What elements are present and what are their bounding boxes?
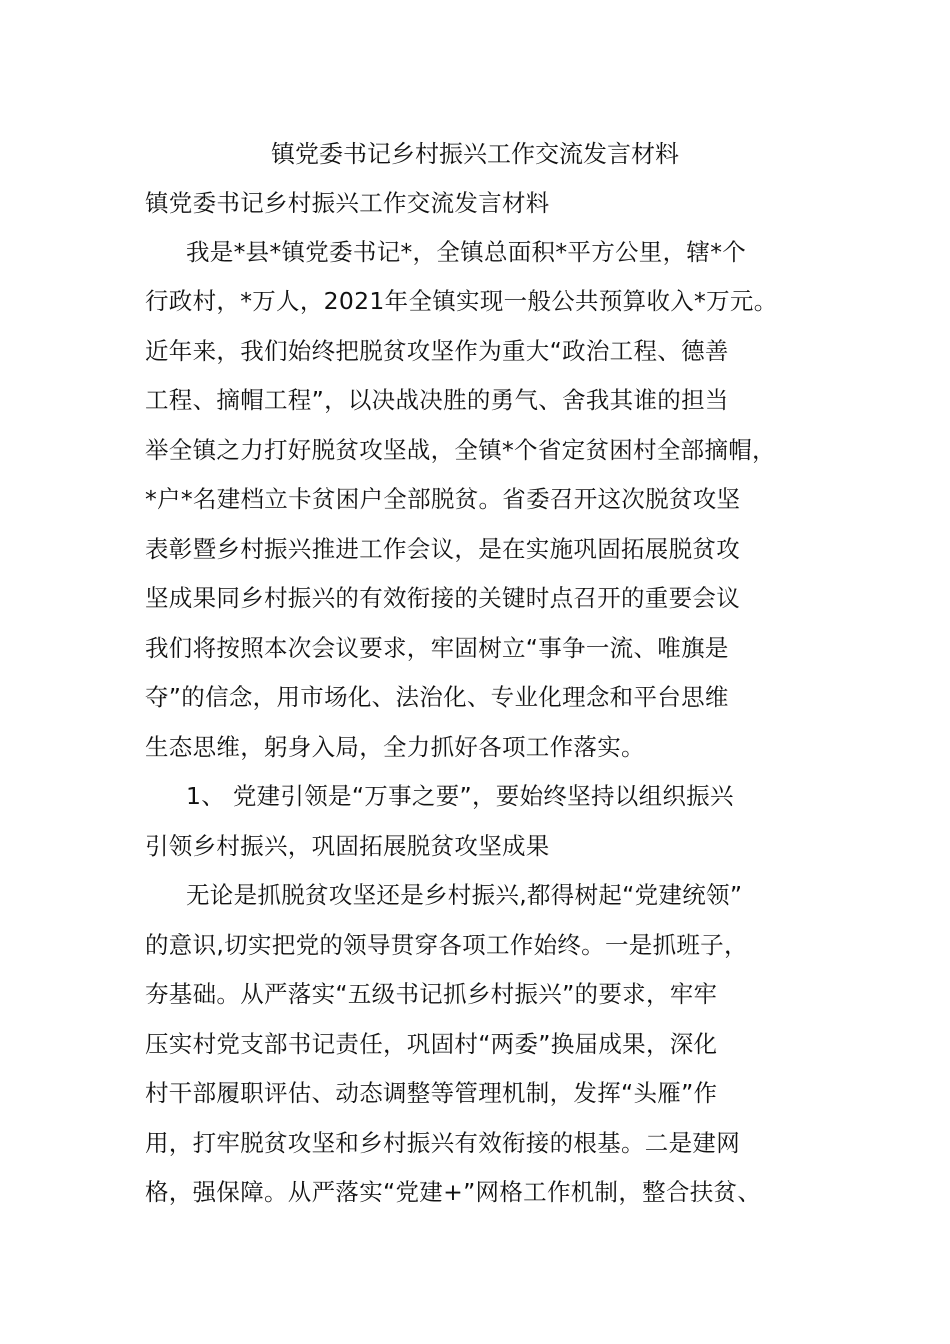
- paragraph-line: 村干部履职评估、动态调整等管理机制，发挥“头雁”作: [145, 1079, 718, 1107]
- paragraph-line: 夺”的信念，用市场化、法治化、专业化理念和平台思维: [145, 683, 729, 711]
- paragraph-line: 坚成果同乡村振兴的有效衔接的关键时点召开的重要会议: [145, 584, 740, 612]
- paragraph-line: 行政村，*万人，2021年全镇实现一般公共预算收入*万元。: [145, 287, 778, 315]
- paragraph-line: *户*名建档立卡贫困户全部脱贫。省委召开这次脱贫攻坚: [145, 485, 741, 513]
- paragraph-line: 近年来，我们始终把脱贫攻坚作为重大“政治工程、德善: [145, 337, 729, 365]
- document-title: 镇党委书记乡村振兴工作交流发言材料: [271, 140, 679, 168]
- paragraph-line: 表彰暨乡村振兴推进工作会议，是在实施巩固拓展脱贫攻: [145, 535, 740, 563]
- paragraph-line: 用，打牢脱贫攻坚和乡村振兴有效衔接的根基。二是建网: [145, 1129, 740, 1157]
- paragraph-line: 压实村党支部书记责任，巩固村“两委”换届成果，深化: [145, 1030, 718, 1058]
- paragraph-line: 举全镇之力打好脱贫攻坚战，全镇*个省定贫困村全部摘帽，: [145, 436, 776, 464]
- paragraph-line: 格，强保障。从严落实“党建+”网格工作机制，整合扶贫、: [145, 1178, 762, 1206]
- paragraph-line: 夯基础。从严落实“五级书记抓乡村振兴”的要求，牢牢: [145, 980, 718, 1008]
- paragraph-line: 工程、摘帽工程”，以决战决胜的勇气、舍我其谁的担当: [145, 386, 729, 414]
- paragraph-line: 生态思维，躬身入局，全力抓好各项工作落实。: [145, 733, 645, 761]
- paragraph-line: 我们将按照本次会议要求，牢固树立“事争一流、唯旗是: [145, 634, 729, 662]
- paragraph-line: 我是*县*镇党委书记*，全镇总面积*平方公里，辖*个: [186, 238, 747, 266]
- paragraph-line: 的意识,切实把党的领导贯穿各项工作始终。一是抓班子，: [145, 931, 748, 959]
- paragraph-line: 无论是抓脱贫攻坚还是乡村振兴,都得树起“党建统领”: [186, 881, 743, 909]
- section-heading-line: 引领乡村振兴，巩固拓展脱贫攻坚成果: [145, 832, 550, 860]
- section-heading-line: 1、 党建引领是“万事之要”，要始终坚持以组织振兴: [186, 782, 734, 810]
- document-subtitle: 镇党委书记乡村振兴工作交流发言材料: [145, 189, 550, 217]
